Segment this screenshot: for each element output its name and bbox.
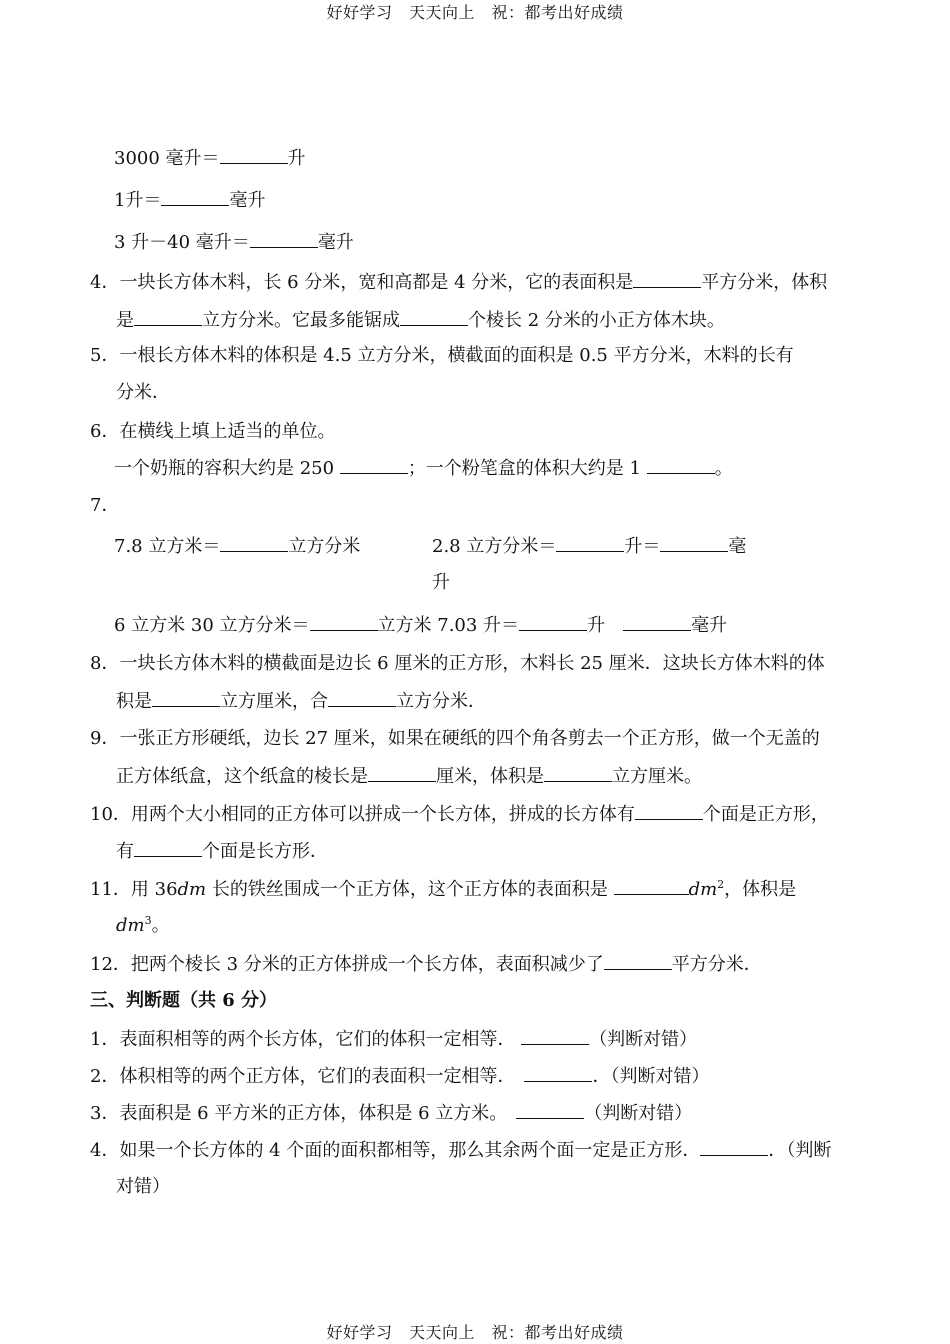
q11-text: 。	[151, 915, 170, 936]
q11-text: 11．用 36	[90, 879, 178, 900]
q5-text: 分米．	[116, 382, 170, 403]
answer-blank[interactable]	[660, 534, 728, 552]
judge-text: 1．表面积相等的两个长方体，它们的体积一定相等．	[90, 1029, 516, 1050]
q10-line-1	[90, 802, 829, 827]
q11-exponent: 3	[144, 914, 152, 927]
judge-text: ．（判断对错）	[592, 1066, 710, 1087]
answer-blank[interactable]	[700, 1138, 768, 1156]
q7-text: 升＝	[624, 536, 661, 557]
q5-line-1	[90, 344, 794, 368]
q8-line-1	[90, 652, 825, 676]
judge-4-line-1	[90, 1138, 831, 1163]
answer-blank[interactable]	[633, 270, 701, 288]
judge-text: 2．体积相等的两个正方体，它们的表面积一定相等．	[90, 1066, 507, 1087]
answer-blank[interactable]	[604, 952, 672, 970]
answer-blank[interactable]	[152, 689, 220, 707]
answer-blank[interactable]	[521, 1027, 589, 1045]
q8-text: 积是	[116, 691, 152, 712]
q3-line-3	[114, 230, 354, 255]
q3-l3-suffix: 毫升	[317, 232, 354, 253]
q6-line-1	[90, 420, 335, 444]
q10-text: 个面是正方形，	[702, 804, 829, 825]
answer-blank[interactable]	[134, 839, 202, 857]
q7-text: 立方米 7.03 升＝	[377, 615, 520, 636]
section-3-title: 三、判断题（共 6 分）	[90, 990, 278, 1011]
q5-text: 5．一根长方体木料的体积是 4.5 立方分米，横截面的面积是 0.5 平方分米，木料的长有	[90, 345, 794, 366]
q4-text: 4．一块长方体木料，长 6 分米，宽和高都是 4 分米，它的表面积是	[90, 272, 634, 293]
q12-text: 平方分米．	[671, 954, 762, 975]
answer-blank[interactable]	[328, 689, 396, 707]
q5-line-2	[116, 381, 170, 405]
answer-blank[interactable]	[220, 146, 288, 164]
q11-unit: dm	[688, 879, 718, 900]
q4-text: 立方分米。它最多能锯成	[202, 310, 400, 331]
q9-text: 立方厘米。	[612, 766, 702, 787]
q7-line-2	[114, 613, 727, 638]
q3-l1-prefix: 3000 毫升＝	[114, 148, 220, 169]
q7-text: 6 立方米 30 立方分米＝	[114, 615, 310, 636]
page-footer: 好好学习 天天向上 祝：都考出好成绩	[326, 1323, 624, 1342]
q11-line-1	[90, 877, 796, 902]
judge-text: 3．表面积是 6 平方米的正方体，体积是 6 立方米。	[90, 1103, 499, 1124]
q9-text: 9．一张正方形硬纸，边长 27 厘米，如果在硬纸的四个角各剪去一个正方形，做一个无盖的	[90, 728, 820, 749]
judge-text: 4．如果一个长方体的 4 个面的面积都相等，那么其余两个面一定是正方形．	[90, 1140, 701, 1161]
q9-text: 正方体纸盒，这个纸盒的棱长是	[116, 766, 368, 787]
q7-text: 毫	[728, 536, 747, 557]
answer-blank[interactable]	[400, 308, 468, 326]
q3-line-2	[114, 188, 265, 213]
answer-blank[interactable]	[544, 764, 612, 782]
q12-line	[90, 952, 762, 977]
answer-blank[interactable]	[556, 534, 624, 552]
q12-text: 12．把两个棱长 3 分米的正方体拼成一个长方体，表面积减少了	[90, 954, 604, 975]
judge-text: （判断对错）	[584, 1103, 693, 1124]
answer-blank[interactable]	[647, 456, 715, 474]
judge-text: ．（判断	[768, 1140, 832, 1161]
q10-text: 有	[116, 841, 134, 862]
q3-l1-suffix: 升	[287, 148, 306, 169]
q7-line-1-wrap: 升	[432, 572, 450, 593]
judge-text: （判断对错）	[589, 1029, 698, 1050]
q10-text: 个面是长方形．	[202, 841, 328, 862]
judge-2	[90, 1064, 709, 1089]
q8-text: 立方分米．	[396, 691, 486, 712]
q11-exponent: 2	[717, 878, 725, 891]
q3-line-1	[114, 146, 306, 171]
judge-1	[90, 1027, 697, 1052]
q8-text: 立方厘米，合	[220, 691, 328, 712]
answer-blank[interactable]	[161, 188, 229, 206]
q7-text: 7.8 立方米＝	[114, 536, 221, 557]
q10-text: 10．用两个大小相同的正方体可以拼成一个长方体，拼成的长方体有	[90, 804, 635, 825]
q6-text: 。	[714, 458, 733, 479]
q7-text: 立方分米	[288, 536, 361, 557]
q6-text: 6．在横线上填上适当的单位。	[90, 421, 336, 442]
q7-line-1-right	[432, 534, 746, 559]
q4-line-1	[90, 270, 827, 295]
q7-text: 升	[587, 615, 606, 636]
page-header: 好好学习 天天向上 祝：都考出好成绩	[326, 3, 624, 22]
q3-l3-prefix: 3 升－40 毫升＝	[114, 232, 250, 253]
q8-text: 8．一块长方体木料的横截面是边长 6 厘米的正方形，木料长 25 厘米．这块长方体木料的体	[90, 653, 825, 674]
answer-blank[interactable]	[134, 308, 202, 326]
q11-text: ，体积是	[724, 879, 797, 900]
q9-line-2	[116, 764, 702, 789]
answer-blank[interactable]	[519, 613, 587, 631]
q6-text: 一个奶瓶的容积大约是 250	[114, 458, 335, 479]
q3-l2-suffix: 毫升	[229, 190, 266, 211]
judge-3	[90, 1101, 692, 1126]
answer-blank[interactable]	[516, 1101, 584, 1119]
q4-text: 平方分米，体积	[701, 272, 828, 293]
q4-line-2	[116, 308, 725, 333]
q9-line-1	[90, 727, 820, 751]
q3-l2-prefix: 1升＝	[114, 190, 162, 211]
q4-text: 是	[116, 310, 134, 331]
answer-blank[interactable]	[368, 764, 436, 782]
q7-text: 2.8 立方分米＝	[432, 536, 557, 557]
q11-unit: dm	[177, 879, 207, 900]
q8-line-2	[116, 689, 486, 714]
q11-line-2	[116, 914, 170, 938]
answer-blank[interactable]	[635, 802, 703, 820]
q6-line-2	[114, 456, 733, 481]
answer-blank[interactable]	[340, 456, 408, 474]
q7-text: 毫升	[691, 615, 728, 636]
q11-text: 长的铁丝围成一个正方体，这个正方体的表面积是	[206, 879, 614, 900]
q9-text: 厘米，体积是	[436, 766, 544, 787]
q7-line-1-left	[114, 534, 360, 559]
answer-blank[interactable]	[250, 230, 318, 248]
answer-blank[interactable]	[614, 877, 689, 895]
q10-line-2	[116, 839, 328, 864]
q6-text: ；一个粉笔盒的体积大约是 1	[407, 458, 641, 479]
judge-4-line-2: 对错）	[116, 1176, 170, 1197]
q11-unit: dm	[116, 915, 145, 936]
answer-blank[interactable]	[220, 534, 288, 552]
q4-text: 个棱长 2 分米的小正方体木块。	[468, 310, 725, 331]
q7-number: 7．	[90, 495, 120, 516]
answer-blank[interactable]	[524, 1064, 592, 1082]
answer-blank[interactable]	[310, 613, 378, 631]
answer-blank[interactable]	[623, 613, 691, 631]
